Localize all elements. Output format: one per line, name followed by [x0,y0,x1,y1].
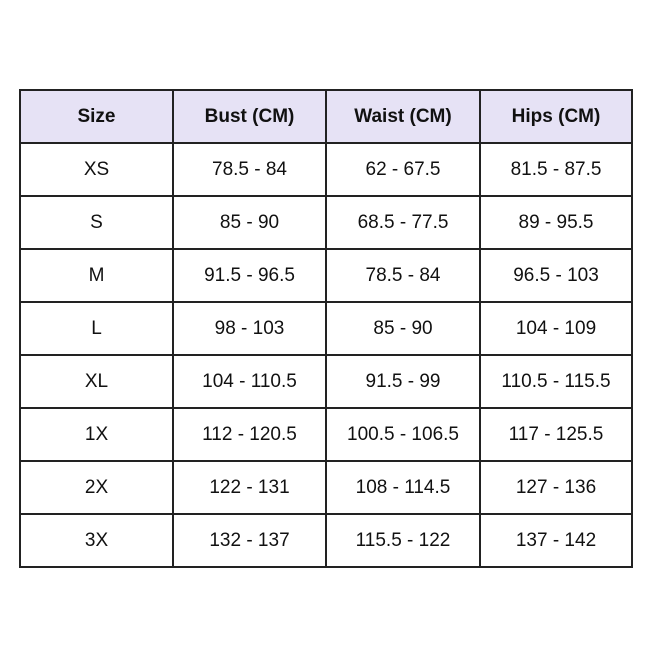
hips-cell: 104 - 109 [480,302,632,355]
waist-cell: 115.5 - 122 [326,514,480,567]
table-row [20,355,632,408]
size-chart-table [19,89,633,568]
bust-cell: 112 - 120.5 [173,408,326,461]
size-cell: XL [20,355,173,408]
table-row [20,143,632,196]
header-bust: Bust (CM) [173,90,326,143]
table-row [20,249,632,302]
hips-cell: 117 - 125.5 [480,408,632,461]
bust-cell: 122 - 131 [173,461,326,514]
hips-cell: 137 - 142 [480,514,632,567]
table-body [20,143,632,567]
bust-cell: 104 - 110.5 [173,355,326,408]
table-row [20,196,632,249]
size-cell: XS [20,143,173,196]
hips-cell: 110.5 - 115.5 [480,355,632,408]
table-row [20,514,632,567]
size-cell: 1X [20,408,173,461]
bust-cell: 98 - 103 [173,302,326,355]
table-header [20,90,632,143]
header-waist: Waist (CM) [326,90,480,143]
bust-cell: 132 - 137 [173,514,326,567]
bust-cell: 91.5 - 96.5 [173,249,326,302]
header-size: Size [20,90,173,143]
size-cell: 2X [20,461,173,514]
waist-cell: 62 - 67.5 [326,143,480,196]
table-row [20,461,632,514]
size-cell: 3X [20,514,173,567]
header-hips: Hips (CM) [480,90,632,143]
size-cell: S [20,196,173,249]
size-cell: L [20,302,173,355]
hips-cell: 96.5 - 103 [480,249,632,302]
waist-cell: 100.5 - 106.5 [326,408,480,461]
bust-cell: 78.5 - 84 [173,143,326,196]
waist-cell: 68.5 - 77.5 [326,196,480,249]
waist-cell: 78.5 - 84 [326,249,480,302]
waist-cell: 108 - 114.5 [326,461,480,514]
waist-cell: 91.5 - 99 [326,355,480,408]
hips-cell: 81.5 - 87.5 [480,143,632,196]
header-row [20,90,632,143]
waist-cell: 85 - 90 [326,302,480,355]
hips-cell: 127 - 136 [480,461,632,514]
hips-cell: 89 - 95.5 [480,196,632,249]
bust-cell: 85 - 90 [173,196,326,249]
size-cell: M [20,249,173,302]
table-row [20,302,632,355]
table-row [20,408,632,461]
